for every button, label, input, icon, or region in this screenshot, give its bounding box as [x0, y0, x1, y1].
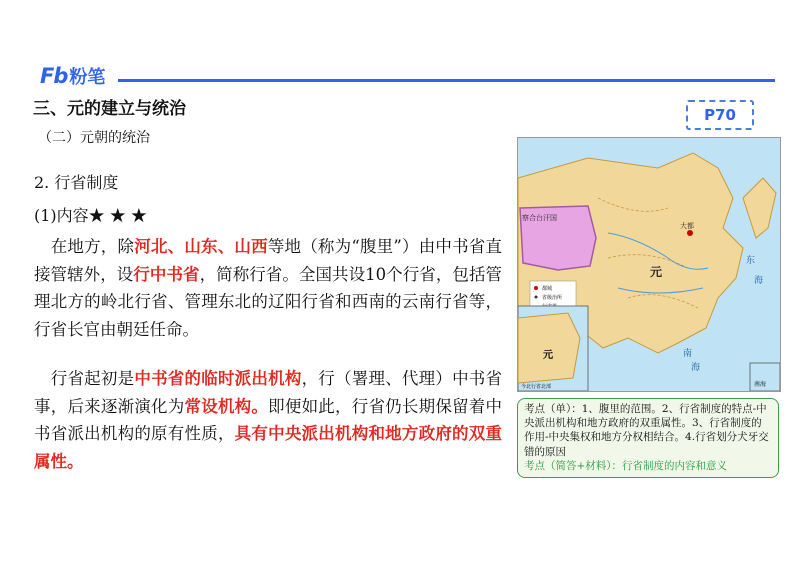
fenbi-logo: [40, 63, 105, 89]
svg-text:都城: 都城: [542, 286, 553, 292]
emphasis-text: 行中书省: [133, 264, 200, 284]
svg-text:南海: 南海: [754, 381, 767, 388]
map-label-chagatai: 察合台汗国: [522, 214, 557, 222]
body-text: ，简称行省。全国共设10个行省，包括管理北方的岭北行省、管理东北的辽阳行省和西南的云南行省等，行省长官由朝廷任命。: [34, 264, 503, 339]
topic-heading: 2. 行省制度: [34, 173, 119, 192]
body-text: 在地方，除: [50, 237, 135, 256]
emphasis-text: 具有中央派出机构和地方政府的双重属性。: [34, 424, 503, 471]
body-text: 行省起初是: [50, 369, 135, 388]
map-label-yuan: 元: [650, 265, 663, 279]
svg-text:元: 元: [543, 350, 553, 361]
body-text: 即便如此，行省仍长期保留着中书省派出机构的原有性质，: [34, 396, 503, 443]
map-label-south-sea-2: 海: [691, 363, 701, 373]
body-text: ，行（署理、代理）中书省事，后来逐渐演化为: [34, 369, 503, 416]
exam-points-single: 考点（单）：1、腹里的范围。2、行省制度的特点-中央派出机构和地方政府的双重属性。3、行省制度的作用-中央集权和地方分权相结合。4.行省划分犬牙交错的原因: [524, 403, 769, 458]
logo-mark: Fb: [40, 64, 68, 88]
logo-name: 粉笔: [69, 67, 106, 88]
emphasis-text: 常设机构。: [184, 396, 269, 416]
body-text: 等地（称为“腹里”）由中书省直接管辖外，设: [34, 237, 503, 284]
emphasis-text: 中书省的临时派出机构: [134, 369, 302, 388]
content-heading: (1)内容★ ★ ★: [34, 206, 147, 225]
map-label-capital: 大都: [680, 222, 694, 230]
map-label-east-sea-2: 海: [754, 276, 764, 286]
map-label-south-sea: 南: [683, 349, 693, 359]
emphasis-text: 河北、山东、山西: [134, 237, 268, 256]
exam-points-essay: 考点（简答+材料）：行省制度的内容和意义: [524, 459, 728, 472]
section-heading: 三、元的建立与统治: [33, 99, 186, 119]
exam-points-box: [517, 398, 779, 478]
subsection-heading: （二）元朝的统治: [38, 130, 150, 146]
paragraph-2: [34, 365, 502, 475]
yuan-dynasty-map: [517, 137, 781, 392]
map-inset-south-sea: [750, 363, 780, 391]
map-label-east-sea: 东: [746, 256, 756, 266]
svg-text:今北行省北部: 今北行省北部: [521, 384, 552, 390]
page-reference-badge: P70: [686, 100, 754, 130]
header-divider: [118, 79, 775, 82]
paragraph-1: [34, 233, 502, 343]
capital-marker: [687, 230, 693, 236]
svg-text:省级治所: 省级治所: [542, 295, 563, 301]
map-inset-west: [518, 306, 588, 391]
